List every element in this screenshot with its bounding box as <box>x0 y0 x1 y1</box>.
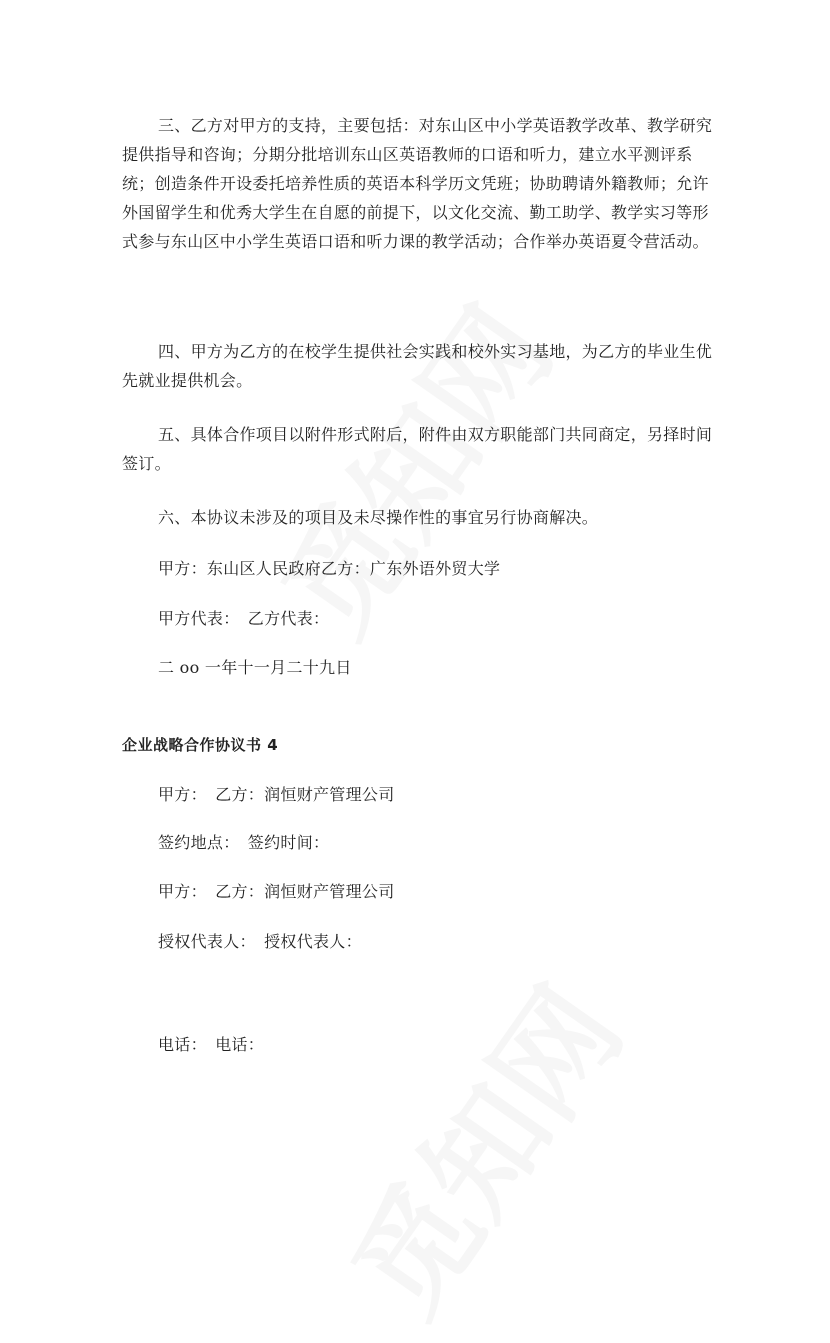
sign-place-time: 签约地点： 签约时间： <box>158 833 330 852</box>
signature-parties: 甲方：东山区人民政府乙方：广东外语外贸大学 <box>158 559 501 578</box>
watermark-bottom <box>306 949 653 1343</box>
party-line-1: 甲方： 乙方：润恒财产管理公司 <box>158 785 395 804</box>
party-line-2: 甲方： 乙方：润恒财产管理公司 <box>158 882 395 901</box>
clause-3: 三、乙方对甲方的支持，主要包括：对东山区中小学英语教学改革、教学研究提供指导和咨询；分期分批培训东山区英语教师的口语和听力，建立水平测评系统；创造条件开设委托培养性质的英语本科学历文凭班；协助聘请外籍教师；允许外国留学生和优秀大学生在自愿的前提下，以文化交流、勤工助学、教学实习等形式参与东山区中小学生英语口语和听力课的教学活动；合作举办英语夏令营活动。 <box>122 116 713 251</box>
clause-5: 五、具体合作项目以附件形式附后，附件由双方职能部门共同商定，另择时间签订。 <box>122 425 713 473</box>
section-title: 企业战略合作协议书 4 <box>122 736 279 754</box>
authorized-representatives: 授权代表人： 授权代表人： <box>158 932 362 951</box>
clause-4: 四、甲方为乙方的在校学生提供社会实践和校外实习基地，为乙方的毕业生优先就业提供机会。 <box>122 342 713 390</box>
clause-6: 六、本协议未涉及的项目及未尽操作性的事宜另行协商解决。 <box>158 508 599 527</box>
phone-line: 电话： 电话： <box>158 1035 265 1054</box>
signature-date: 二 oo 一年十一月二十九日 <box>158 658 352 677</box>
signature-representatives: 甲方代表： 乙方代表： <box>158 609 330 628</box>
